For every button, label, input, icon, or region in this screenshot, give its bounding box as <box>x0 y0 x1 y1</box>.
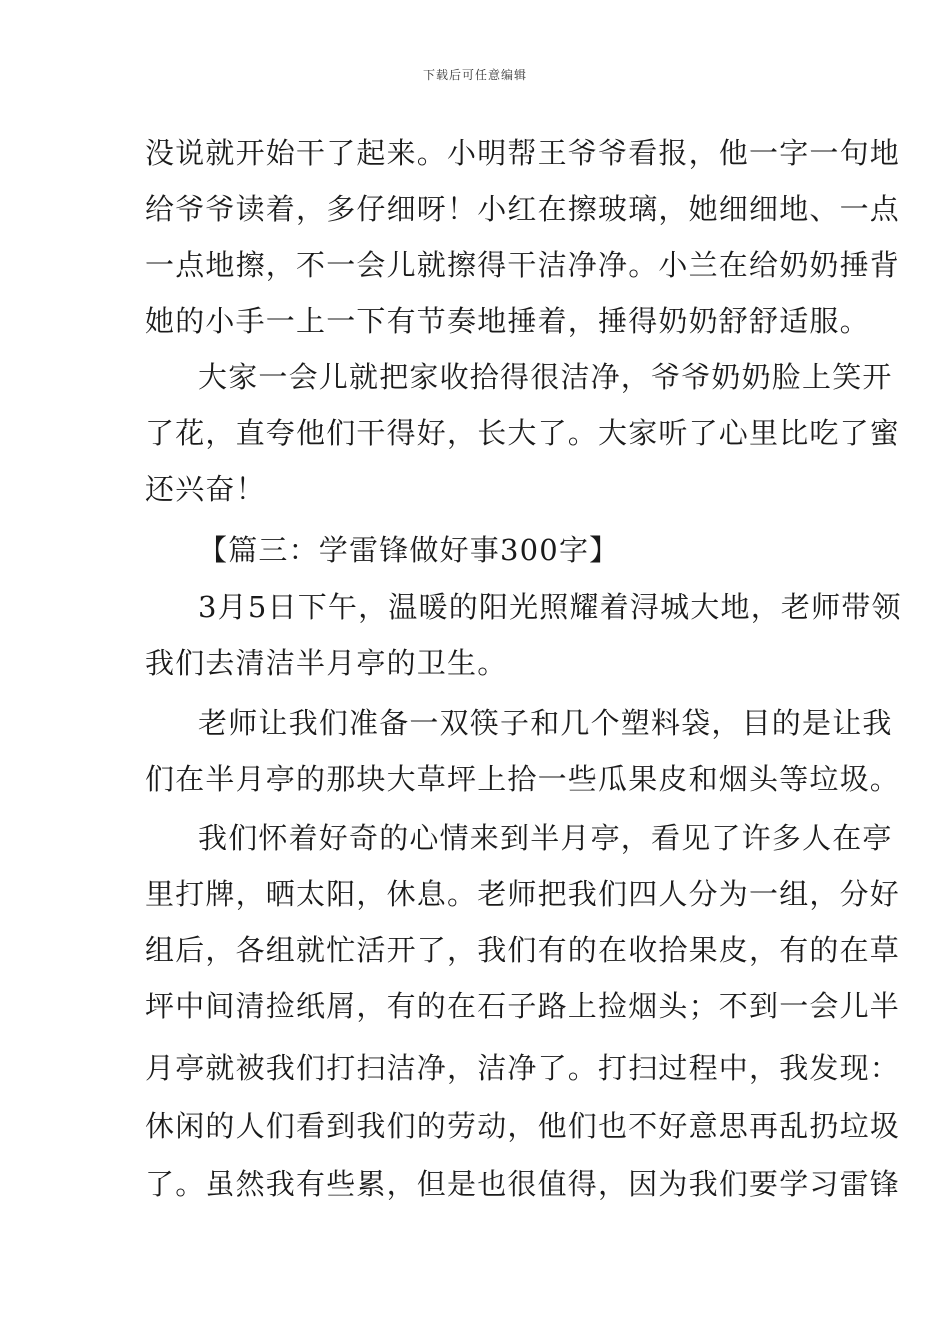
paragraph-line: 老师让我们准备一双筷子和几个塑料袋，目的是让我 <box>198 706 893 740</box>
paragraph-line: 大家一会儿就把家收拾得很洁净，爷爷奶奶脸上笑开 <box>198 360 893 394</box>
paragraph-line: 月亭就被我们打扫洁净，洁净了。打扫过程中，我发现： <box>145 1051 901 1085</box>
paragraph-line: 组后，各组就忙活开了，我们有的在收拾果皮，有的在草 <box>145 933 901 967</box>
paragraph-line: 坪中间清捡纸屑，有的在石子路上捡烟头；不到一会儿半 <box>145 989 901 1023</box>
paragraph-line: 还兴奋！ <box>145 472 266 506</box>
paragraph-line: 她的小手一上一下有节奏地捶着，捶得奶奶舒舒适服。 <box>145 304 870 338</box>
paragraph-line: 我们怀着好奇的心情来到半月亭，看见了许多人在亭 <box>198 821 893 855</box>
paragraph-line: 休闲的人们看到我们的劳动，他们也不好意思再乱扔垃圾 <box>145 1109 901 1143</box>
paragraph-line: 了。虽然我有些累，但是也很值得，因为我们要学习雷锋 <box>145 1167 901 1201</box>
page-header: 下载后可任意编辑 <box>422 68 527 82</box>
paragraph-line: 我们去清洁半月亭的卫生。 <box>145 646 508 680</box>
paragraph-line: 里打牌，晒太阳，休息。老师把我们四人分为一组，分好 <box>145 877 901 911</box>
paragraph-line: 一点地擦，不一会儿就擦得干洁净净。小兰在给奶奶捶背 <box>145 248 901 282</box>
paragraph-line: 3月5日下午，温暖的阳光照耀着浔城大地，老师带领 <box>198 590 902 624</box>
paragraph-line: 了花，直夸他们干得好，长大了。大家听了心里比吃了蜜 <box>145 416 901 450</box>
paragraph-line: 没说就开始干了起来。小明帮王爷爷看报，他一字一句地 <box>145 136 901 170</box>
paragraph-line: 给爷爷读着，多仔细呀！小红在擦玻璃，她细细地、一点 <box>145 192 901 226</box>
paragraph-line: 们在半月亭的那块大草坪上拾一些瓜果皮和烟头等垃圾。 <box>145 762 901 796</box>
section-heading: 【篇三：学雷锋做好事300字】 <box>198 533 620 567</box>
